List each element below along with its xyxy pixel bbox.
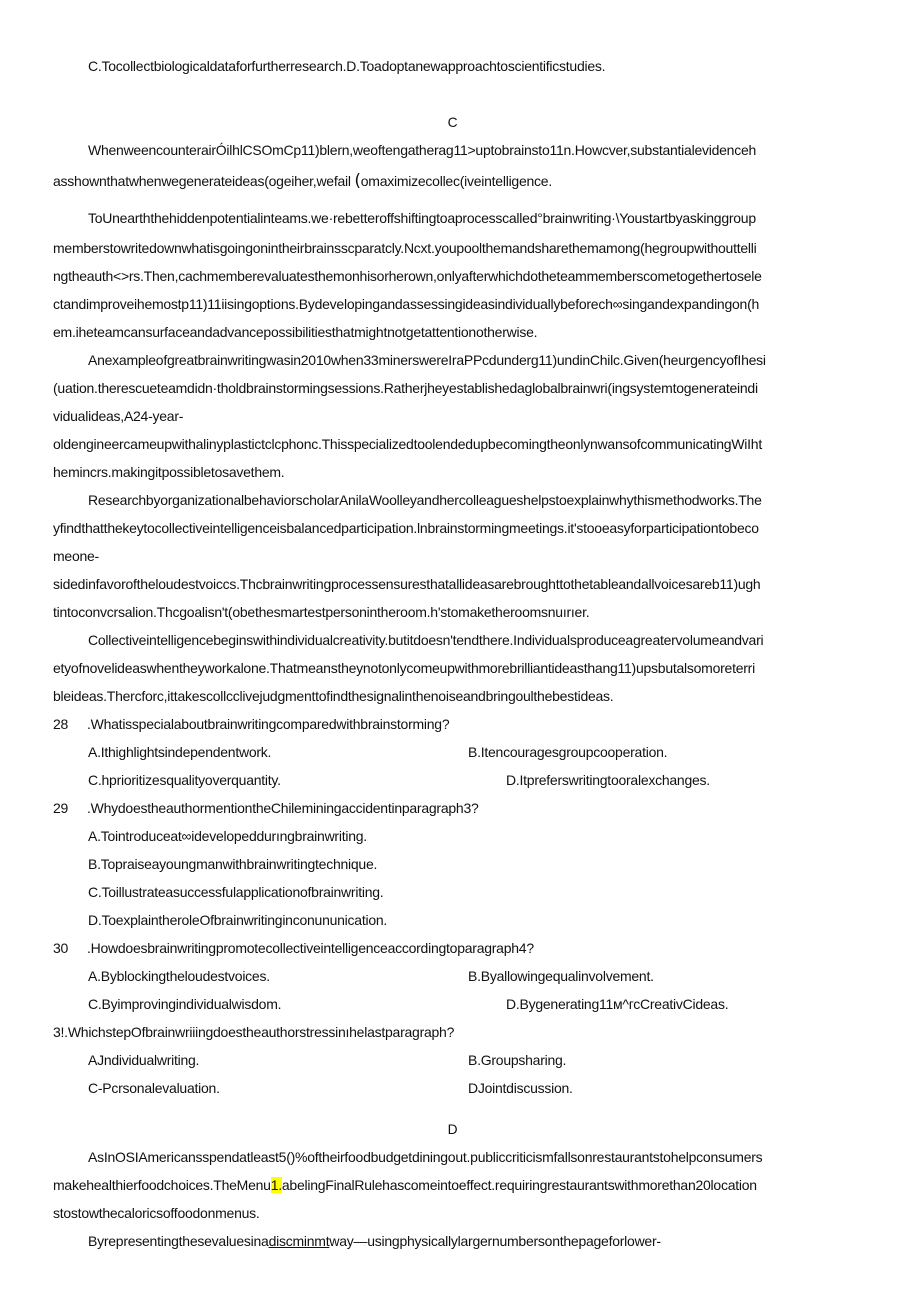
question-number: 28 (53, 716, 69, 732)
option-b[interactable]: B.Groupsharing. (468, 1052, 567, 1068)
text-line: ctandimproveihemostp11)11iisingoptions.Bydevelopingandassessingideasindividuallybeforech∞singandexpandingon(h (53, 296, 760, 312)
text-line: WhenweencounterairÓilhlCSOmCp11)blern,weoftengatherag11>uptobrainsto11n.Howcver,substantialevidenceh (88, 142, 757, 158)
text-line: Anexampleofgreatbrainwritingwasin2010when33minerswereIraPPcdunderg11)undinChilc.Given(heurgencyofIhesi (88, 352, 766, 368)
highlighted-text: 1. (270, 1177, 282, 1193)
question-stem (53, 715, 449, 733)
section-d-heading: D (447, 1121, 458, 1137)
option-c[interactable]: C.hprioritizesqualityoverquantity. (88, 772, 281, 788)
option-d[interactable]: DJointdiscussion. (468, 1080, 573, 1096)
question-number: 29 (53, 800, 69, 816)
text-fragment: makehealthierfoodchoices.TheMenu (53, 1177, 271, 1193)
option-b[interactable]: B.Topraiseayoungmanwithbrainwritingtechnique. (88, 856, 378, 872)
text-line: tintoconvcrsalion.Thcgoalisn't(obethesmartestpersonintheroom.h'stomaketheroomsnuırıer. (53, 604, 590, 620)
option-a[interactable]: AJndividualwriting. (88, 1052, 200, 1068)
previous-question-options: C.Tocollectbiologicaldataforfurtherresearch.D.Toadoptanewapproachtoscientificstudies. (88, 58, 606, 74)
text-line: memberstowritedownwhatisgoingonintheirbrainsscparatcly.Ncxt.youpoolthemandsharethemamong(hegroupwithouttelli (53, 240, 757, 256)
text-line: ToUnearththehiddenpotentialinteams.we·rebetteroffshiftingtoaprocesscalled°brainwriting·\Youstartbyaskinggroup (88, 210, 756, 226)
question-stem (53, 799, 479, 817)
text-line: yfindthatthekeytocollectiveintelligenceisbalancedparticipation.lnbrainstormingmeetings.it'stooeasyforparticipationtobeco (53, 520, 759, 536)
option-d[interactable]: D.Itpreferswritingtooralexchanges. (506, 772, 710, 788)
text-line: etyofnovelideaswhentheyworkalone.Thatmeanstheynotonlycomeupwithmorebrilliantideasthang11)upsbutalsomoreterri (53, 660, 755, 676)
text-line: AsInOSIAmericansspendatleast5()%oftheirfoodbudgetdiningout.publiccriticismfallsonrestaurantstohelpconsumers (88, 1149, 763, 1165)
text-line (53, 172, 552, 190)
text-line (53, 1176, 757, 1194)
option-a[interactable]: A.Ithighlightsindependentwork. (88, 744, 272, 760)
option-c[interactable]: C-Pcrsonalevaluation. (88, 1080, 220, 1096)
option-b[interactable]: B.Byallowingequalinvolvement. (468, 968, 654, 984)
text-line: ResearchbyorganizationalbehaviorscholarAnilaWoolleyandhercolleagueshelpstoexplainwhythismethodworks.The (88, 492, 762, 508)
question-stem: 3!.WhichstepOfbrainwriiingdoestheauthorstressinıhelastparagraph? (53, 1024, 455, 1040)
text-fragment: omaximizecollec(iveintelligence. (360, 173, 552, 189)
option-b[interactable]: B.Itencouragesgroupcooperation. (468, 744, 668, 760)
option-c[interactable]: C.Toillustrateasuccessfulapplicationofbrainwriting. (88, 884, 384, 900)
open-paren-glyph: ( (354, 171, 361, 191)
text-line: oldengineercameupwithalinyplastictclcphonc.ThisspecializedtoolendedupbecomingtheonlynwansofcommunicatingWiIht (53, 436, 762, 452)
text-line: (uation.therescueteamdidn·tholdbrainstormingsessions.Ratherjheyestablishedaglobalbrainwri(ingsystemtogenerateindi (53, 380, 758, 396)
question-text: .Whatisspecialaboutbrainwritingcomparedwithbrainstorming? (87, 716, 450, 732)
option-a[interactable]: A.Byblockingtheloudestvoices. (88, 968, 270, 984)
text-line: Collectiveintelligencebeginswithindividualcreativity.butitdoesn'tendthere.Individualsproduceagreatervolumeandvari (88, 632, 764, 648)
question-stem (53, 939, 534, 957)
text-line: em.iheteamcansurfaceandadvancepossibilitiesthatmightnotgetattentionotherwise. (53, 324, 538, 340)
option-a[interactable]: A.Tointroduceat∞idevelopeddurıngbrainwriting. (88, 828, 367, 844)
option-c[interactable]: C.Byimprovingindividualwisdom. (88, 996, 282, 1012)
text-line: hemincrs.makingitpossibletosavethem. (53, 464, 285, 480)
text-line: meone- (53, 548, 99, 564)
text-line: sidedinfavoroftheloudestvoiccs.Thcbrainwritingprocessensuresthatallideasarebroughttothetableandallvoicesareb11)ugh (53, 576, 761, 592)
text-fragment: way—usingphysicallylargernumbersonthepageforlower- (329, 1233, 661, 1249)
text-line: bleideas.Thercforc,ittakescollcclivejudgmenttofindthesignalinthenoiseandbringoulthebestideas. (53, 688, 614, 704)
question-text: .WhydoestheauthormentiontheChileminingaccidentinparagraph3? (87, 800, 479, 816)
question-text: .Howdoesbrainwritingpromotecollectiveintelligenceaccordingtoparagraph4? (87, 940, 534, 956)
text-line: ngtheauth<>rs.Then,cachmemberevaluatesthemonhisorherown,onlyafterwhichdotheteammemberscometogethertosele (53, 268, 762, 284)
text-fragment: abelingFinalRulehascomeintoeffect.requiringrestaurantswithmorethan20location (281, 1177, 757, 1193)
underlined-word: discminmt (268, 1233, 330, 1249)
option-d[interactable]: D.Bygenerating11м^гсCreativCideas. (506, 996, 729, 1012)
text-line (88, 1232, 661, 1250)
text-fragment: Byrepresentingthesevaluesina (88, 1233, 269, 1249)
question-number: 30 (53, 940, 69, 956)
section-c-heading: C (447, 114, 458, 130)
text-line: vidualideas,A24-year- (53, 408, 184, 424)
text-fragment: asshownthatwhenwegenerateideas(ogeiher,wefail (53, 173, 351, 189)
option-d[interactable]: D.ToexplaintheroleOfbrainwritinginconununication. (88, 912, 388, 928)
text-line: stostowthecaloricsoffoodonmenus. (53, 1205, 260, 1221)
